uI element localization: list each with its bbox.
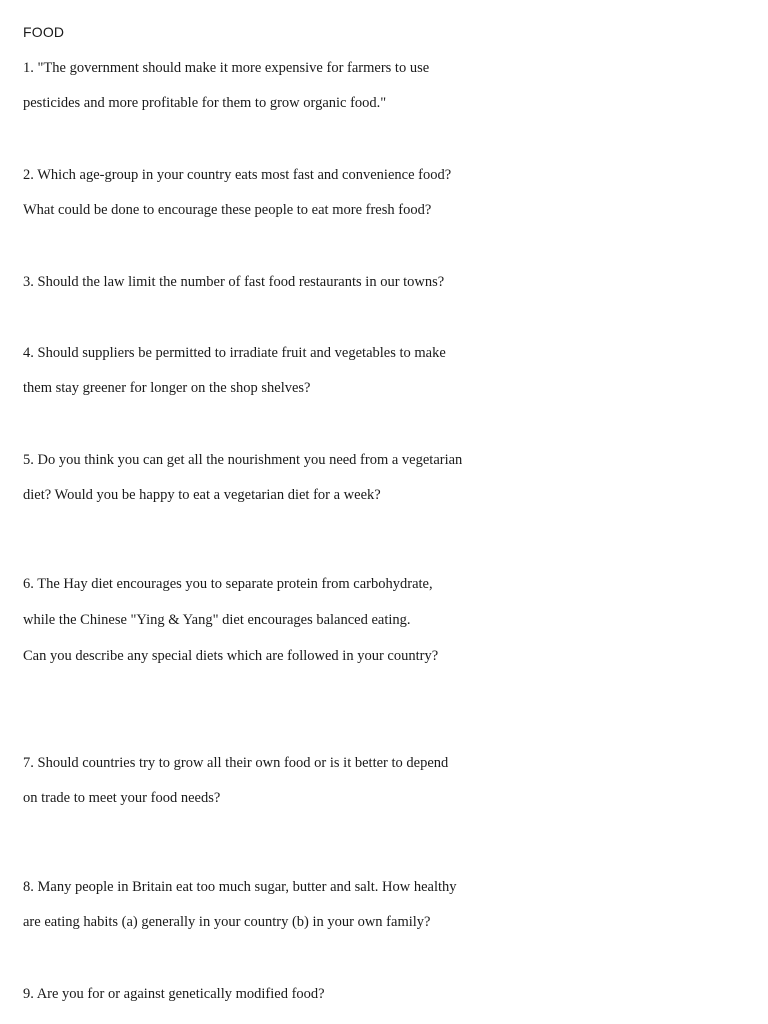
question-7-line-1: 7. Should countries try to grow all their own food or is it better to depend (23, 755, 449, 771)
question-6-line-3: Can you describe any special diets which are followed in your country? (23, 648, 439, 664)
question-4-line-1: 4. Should suppliers be permitted to irradiate fruit and vegetables to make (23, 345, 446, 361)
question-6-line-1: 6. The Hay diet encourages you to separate protein from carbohydrate, (23, 576, 433, 592)
question-2-line-2: What could be done to encourage these people to eat more fresh food? (23, 202, 432, 218)
question-6-line-2: while the Chinese "Ying & Yang" diet encourages balanced eating. (23, 612, 411, 628)
question-8-line-1: 8. Many people in Britain eat too much sugar, butter and salt. How healthy (23, 879, 457, 895)
question-4-line-2: them stay greener for longer on the shop shelves? (23, 380, 311, 396)
question-5-line-1: 5. Do you think you can get all the nourishment you need from a vegetarian (23, 452, 463, 468)
question-8-line-2: are eating habits (a) generally in your country (b) in your own family? (23, 914, 431, 930)
question-5-line-2: diet? Would you be happy to eat a vegetarian diet for a week? (23, 487, 381, 503)
question-1-line-1: 1. "The government should make it more expensive for farmers to use (23, 60, 430, 76)
question-3-line-1: 3. Should the law limit the number of fast food restaurants in our towns? (23, 274, 445, 290)
question-9-line-1: 9. Are you for or against genetically modified food? (23, 986, 325, 1002)
question-2-line-1: 2. Which age-group in your country eats most fast and convenience food? (23, 167, 452, 183)
document-title: FOOD (23, 24, 65, 40)
question-1-line-2: pesticides and more profitable for them to grow organic food." (23, 95, 387, 111)
question-7-line-2: on trade to meet your food needs? (23, 790, 221, 806)
